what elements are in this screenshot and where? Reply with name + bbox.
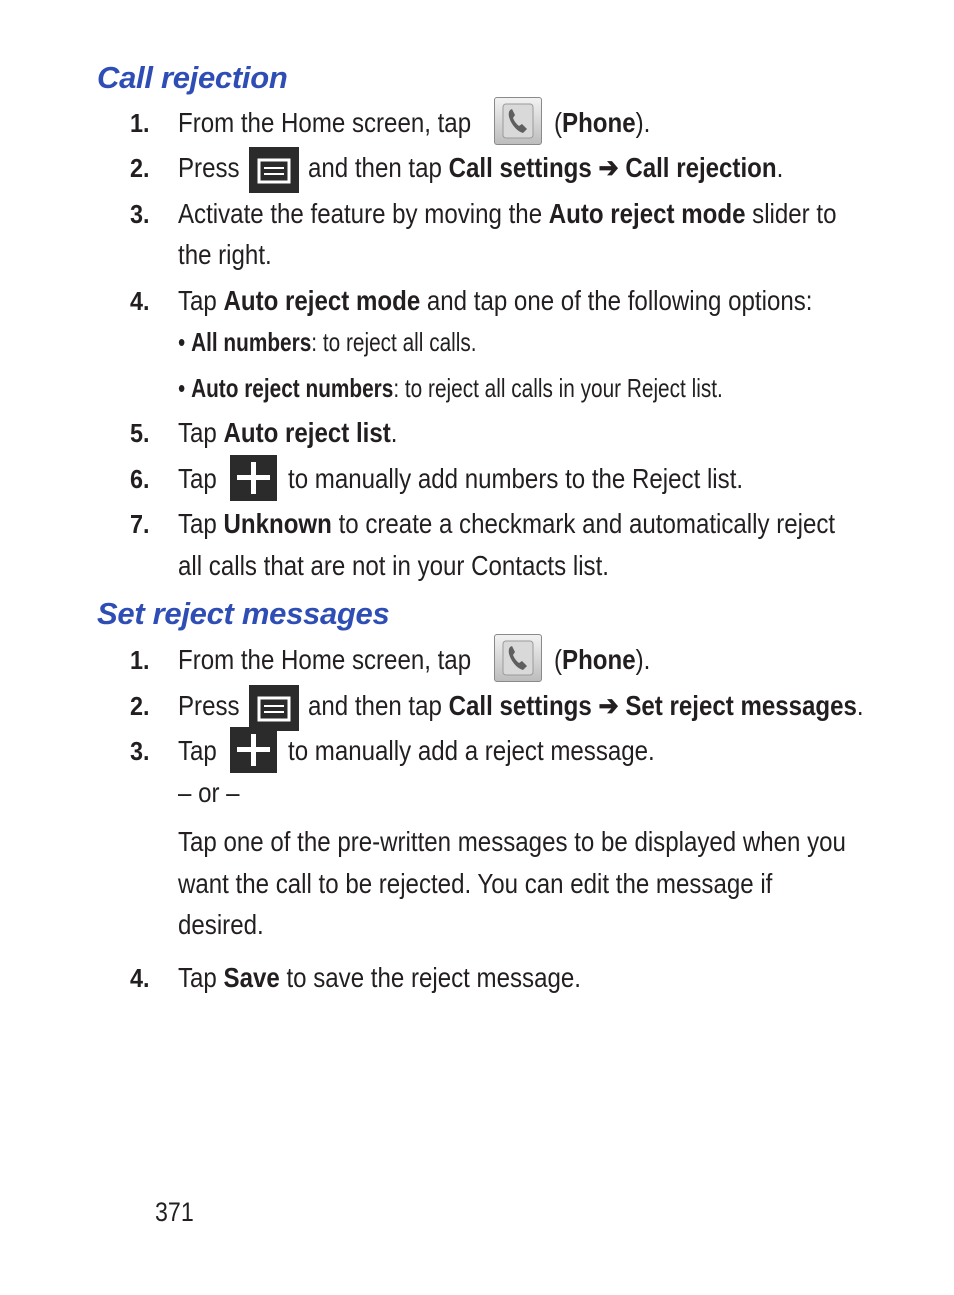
step-text-phone: (Phone). [554, 644, 651, 675]
phone-app-icon [494, 634, 542, 682]
step-text: Tap Auto reject mode and tap one of the following options: [178, 285, 813, 316]
step-number: 1. [130, 108, 150, 138]
bullet-item: • Auto reject numbers: to reject all calls in your Reject list. [178, 373, 723, 403]
step-text-rest: to manually add numbers to the Reject list. [288, 463, 744, 494]
step-number: 6. [130, 464, 150, 494]
step-number: 2. [130, 153, 150, 183]
step-text: From the Home screen, tap [178, 644, 472, 675]
step-number: 4. [130, 286, 150, 316]
step-text: Tap Save to save the reject message. [178, 962, 581, 993]
step-text: Tap Auto reject list. [178, 417, 398, 448]
phone-app-icon [494, 97, 542, 145]
menu-key-icon [249, 685, 299, 731]
step-number: 3. [130, 736, 150, 766]
add-plus-icon [230, 727, 277, 773]
add-plus-icon [230, 455, 277, 501]
step-text: Activate the feature by moving the Auto reject mode slider to [178, 198, 837, 229]
paragraph-line: want the call to be rejected. You can edit the message if [178, 868, 773, 899]
step-number: 5. [130, 418, 150, 448]
step-number: 1. [130, 645, 150, 675]
step-text: Tap [178, 735, 217, 766]
section-title-set-reject-messages: Set reject messages [97, 596, 390, 631]
step-text-phone: (Phone). [554, 107, 651, 138]
step-number: 3. [130, 199, 150, 229]
menu-key-icon [249, 147, 299, 193]
step-text: Press [178, 152, 240, 183]
bullet-item: • All numbers: to reject all calls. [178, 327, 477, 357]
step-text-continued: all calls that are not in your Contacts list. [178, 550, 609, 581]
paragraph-line: Tap one of the pre-written messages to be displayed when you [178, 826, 846, 857]
page-number: 371 [155, 1197, 194, 1227]
step-text-continued: the right. [178, 239, 272, 270]
step-number: 4. [130, 963, 150, 993]
or-separator: – or – [178, 777, 240, 808]
paragraph-line: desired. [178, 909, 264, 940]
step-text-rest: and then tap Call settings ➔ Set reject messages. [308, 690, 864, 721]
step-text: Tap Unknown to create a checkmark and automatically reject [178, 508, 836, 539]
step-text-rest: to manually add a reject message. [288, 735, 655, 766]
step-text: From the Home screen, tap [178, 107, 472, 138]
step-number: 2. [130, 691, 150, 721]
section-title-call-rejection: Call rejection [97, 60, 288, 95]
step-number: 7. [130, 509, 150, 539]
step-text-rest: and then tap Call settings ➔ Call rejection. [308, 152, 784, 183]
step-text: Press [178, 690, 240, 721]
step-text: Tap [178, 463, 217, 494]
